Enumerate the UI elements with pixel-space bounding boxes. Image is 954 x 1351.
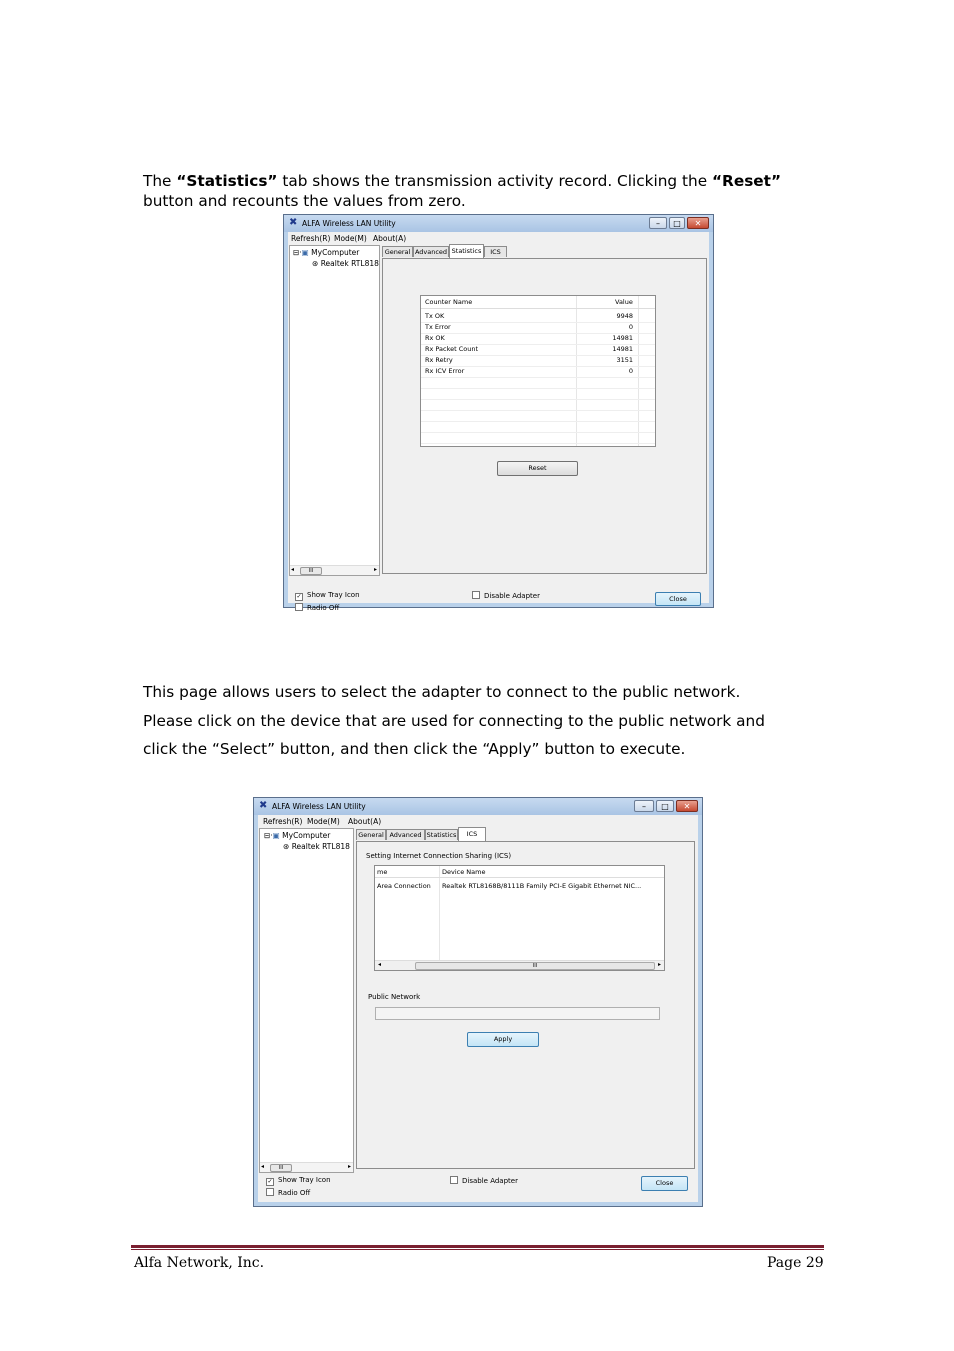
tree-horizontal-scrollbar[interactable] bbox=[260, 1162, 353, 1172]
tab-ics[interactable]: ICS bbox=[484, 246, 507, 257]
tab-statistics[interactable]: Statistics bbox=[449, 244, 484, 258]
menu-about[interactable]: About(A) bbox=[373, 234, 407, 243]
tree-expander[interactable]: ⊟· bbox=[293, 248, 302, 257]
checkbox-unchecked-icon[interactable] bbox=[450, 1176, 458, 1184]
adapter-list bbox=[374, 865, 665, 971]
counter-value-cell: 14981 bbox=[612, 334, 633, 342]
disable-adapter-checkbox[interactable] bbox=[450, 1176, 518, 1185]
adapter-row[interactable] bbox=[375, 881, 664, 892]
footer-rule-thin bbox=[131, 1249, 824, 1250]
radio-off-label: Radio Off bbox=[278, 1189, 311, 1197]
tree-expander[interactable]: ⊟· bbox=[264, 831, 273, 840]
menu-refresh[interactable]: Refresh(R) bbox=[291, 234, 331, 243]
apply-button[interactable]: Apply bbox=[467, 1032, 539, 1047]
header-device-name[interactable]: Device Name bbox=[442, 868, 486, 876]
adapter-icon: ⊛ bbox=[283, 842, 290, 851]
counter-value-cell: 3151 bbox=[616, 356, 633, 364]
tree-child-label: Realtek RTL818 bbox=[320, 259, 379, 268]
close-window-button[interactable]: ✕ bbox=[676, 800, 698, 812]
counter-value-cell: 9948 bbox=[616, 312, 633, 320]
statistics-panel bbox=[382, 258, 707, 574]
tree-horizontal-scrollbar[interactable] bbox=[290, 565, 379, 575]
adapter-icon: ⊛ bbox=[312, 259, 319, 268]
scroll-left-arrow-icon[interactable]: ◂ bbox=[378, 961, 382, 968]
header-counter-name[interactable]: Counter Name bbox=[425, 298, 473, 306]
alfa-logo-icon: ✖ bbox=[259, 800, 268, 811]
window-title: ALFA Wireless LAN Utility bbox=[272, 802, 366, 811]
ics-setting-label: Setting Internet Connection Sharing (ICS) bbox=[366, 852, 512, 860]
checkbox-unchecked-icon[interactable] bbox=[472, 591, 480, 599]
scroll-right-arrow-icon[interactable]: ▸ bbox=[657, 961, 661, 968]
adapter-connection-name: Area Connection bbox=[377, 882, 431, 890]
radio-off-label: Radio Off bbox=[307, 604, 340, 612]
scroll-left-arrow-icon[interactable]: ◂ bbox=[261, 1163, 265, 1170]
header-name[interactable]: me bbox=[377, 868, 388, 876]
tree-node-mycomputer[interactable] bbox=[293, 248, 359, 257]
tree-node-adapter[interactable] bbox=[283, 842, 350, 851]
counter-name-cell: Tx OK bbox=[425, 312, 445, 320]
show-tray-icon-label: Show Tray Icon bbox=[278, 1176, 331, 1184]
ics-window bbox=[253, 797, 703, 1207]
show-tray-icon-label: Show Tray Icon bbox=[307, 591, 360, 599]
statistics-window bbox=[283, 214, 714, 612]
maximize-button[interactable]: □ bbox=[669, 217, 685, 229]
window-client bbox=[288, 232, 709, 612]
ics-intro-line3: click the “Select” button, and then click the “Apply” button to execute. bbox=[143, 740, 686, 758]
tab-advanced[interactable]: Advanced bbox=[386, 829, 425, 840]
tab-ics[interactable]: ICS bbox=[458, 827, 486, 841]
ics-panel bbox=[356, 841, 695, 1169]
tab-general[interactable]: General bbox=[356, 829, 386, 840]
adapter-list-header bbox=[375, 866, 664, 878]
tab-statistics[interactable]: Statistics bbox=[426, 831, 457, 839]
intro-text-mid: tab shows the transmission activity record. Clicking the bbox=[277, 172, 712, 190]
close-button[interactable]: Close bbox=[655, 592, 701, 606]
disable-adapter-label: Disable Adapter bbox=[484, 592, 540, 600]
counter-name-cell: Rx Retry bbox=[425, 356, 453, 364]
statistics-tab-name: “Statistics” bbox=[176, 172, 278, 190]
show-tray-icon-checkbox[interactable] bbox=[295, 591, 360, 601]
disable-adapter-label: Disable Adapter bbox=[462, 1177, 518, 1185]
header-value[interactable]: Value bbox=[615, 298, 633, 306]
table-row bbox=[421, 432, 655, 444]
show-tray-icon-checkbox[interactable] bbox=[266, 1176, 331, 1186]
title-bar bbox=[254, 798, 702, 815]
checkbox-checked-icon[interactable]: ✓ bbox=[267, 1178, 273, 1185]
scroll-thumb[interactable]: III bbox=[300, 567, 322, 575]
counter-value-cell: 0 bbox=[628, 367, 633, 375]
tab-general[interactable]: General bbox=[382, 246, 413, 257]
statistics-list bbox=[420, 295, 656, 447]
checkbox-unchecked-icon[interactable] bbox=[295, 603, 303, 611]
window-client bbox=[258, 815, 698, 1202]
public-network-label: Public Network bbox=[368, 993, 421, 1001]
menu-mode[interactable]: Mode(M) bbox=[307, 817, 340, 826]
adapter-list-hscrollbar[interactable] bbox=[375, 960, 664, 970]
maximize-button[interactable]: □ bbox=[656, 800, 674, 812]
ics-intro-line2: Please click on the device that are used for connecting to the public network and bbox=[143, 711, 765, 730]
radio-off-checkbox[interactable] bbox=[295, 603, 339, 612]
public-network-field[interactable] bbox=[375, 1007, 660, 1020]
scroll-left-arrow-icon[interactable]: ◂ bbox=[291, 566, 295, 573]
checkbox-unchecked-icon[interactable] bbox=[266, 1188, 274, 1196]
footer-page-number: Page 29 bbox=[767, 1255, 824, 1271]
menu-mode[interactable]: Mode(M) bbox=[334, 234, 367, 243]
scroll-right-arrow-icon[interactable]: ▸ bbox=[373, 566, 377, 573]
radio-off-checkbox[interactable] bbox=[266, 1188, 310, 1197]
computer-icon: ▣ bbox=[301, 248, 309, 257]
reset-button[interactable]: Reset bbox=[497, 461, 578, 476]
footer-rule bbox=[131, 1245, 824, 1248]
tree-child-label: Realtek RTL818 bbox=[291, 842, 350, 851]
tree-root-label: MyComputer bbox=[282, 831, 331, 840]
counter-value-cell: 14981 bbox=[612, 345, 633, 353]
minimize-button[interactable]: – bbox=[649, 217, 667, 229]
tab-advanced[interactable]: Advanced bbox=[414, 248, 448, 256]
scroll-thumb[interactable]: III bbox=[270, 1164, 292, 1172]
counter-name-cell: Rx OK bbox=[425, 334, 445, 342]
title-bar bbox=[284, 215, 713, 232]
ics-intro bbox=[143, 678, 765, 764]
counter-name-cell: Rx ICV Error bbox=[425, 367, 465, 375]
statistics-list-header bbox=[421, 296, 655, 309]
device-tree bbox=[259, 828, 354, 1173]
intro-text-pre: The bbox=[143, 172, 177, 190]
computer-icon: ▣ bbox=[272, 831, 280, 840]
counter-value-cell: 0 bbox=[628, 323, 633, 331]
adapter-device-name: Realtek RTL8168B/8111B Family PCI-E Gigabit Ethernet NIC... bbox=[442, 882, 642, 890]
statistics-intro bbox=[143, 171, 781, 211]
tree-root-label: MyComputer bbox=[311, 248, 360, 257]
minimize-button[interactable]: – bbox=[634, 800, 654, 812]
tree-node-adapter[interactable] bbox=[312, 259, 379, 268]
scroll-right-arrow-icon[interactable]: ▸ bbox=[347, 1163, 351, 1170]
tree-node-mycomputer[interactable] bbox=[264, 831, 330, 840]
scroll-thumb[interactable]: III bbox=[415, 962, 655, 970]
menu-refresh[interactable]: Refresh(R) bbox=[263, 817, 303, 826]
counter-name-cell: Tx Error bbox=[425, 323, 451, 331]
reset-button-name: “Reset” bbox=[711, 172, 782, 190]
checkbox-checked-icon[interactable]: ✓ bbox=[296, 593, 302, 600]
footer-company: Alfa Network, Inc. bbox=[134, 1255, 265, 1271]
device-tree bbox=[289, 245, 380, 576]
counter-name-cell: Rx Packet Count bbox=[425, 345, 479, 353]
menu-bar bbox=[288, 233, 709, 244]
ics-intro-line1: This page allows users to select the adapter to connect to the public network. bbox=[143, 683, 741, 701]
alfa-logo-icon: ✖ bbox=[289, 217, 298, 228]
intro-text-line2: button and recounts the values from zero. bbox=[143, 192, 466, 210]
menu-bar bbox=[258, 816, 698, 827]
disable-adapter-checkbox[interactable] bbox=[472, 591, 540, 600]
close-window-button[interactable]: ✕ bbox=[687, 217, 709, 229]
window-title: ALFA Wireless LAN Utility bbox=[302, 219, 396, 228]
menu-about[interactable]: About(A) bbox=[348, 817, 382, 826]
close-button[interactable]: Close bbox=[641, 1176, 688, 1191]
